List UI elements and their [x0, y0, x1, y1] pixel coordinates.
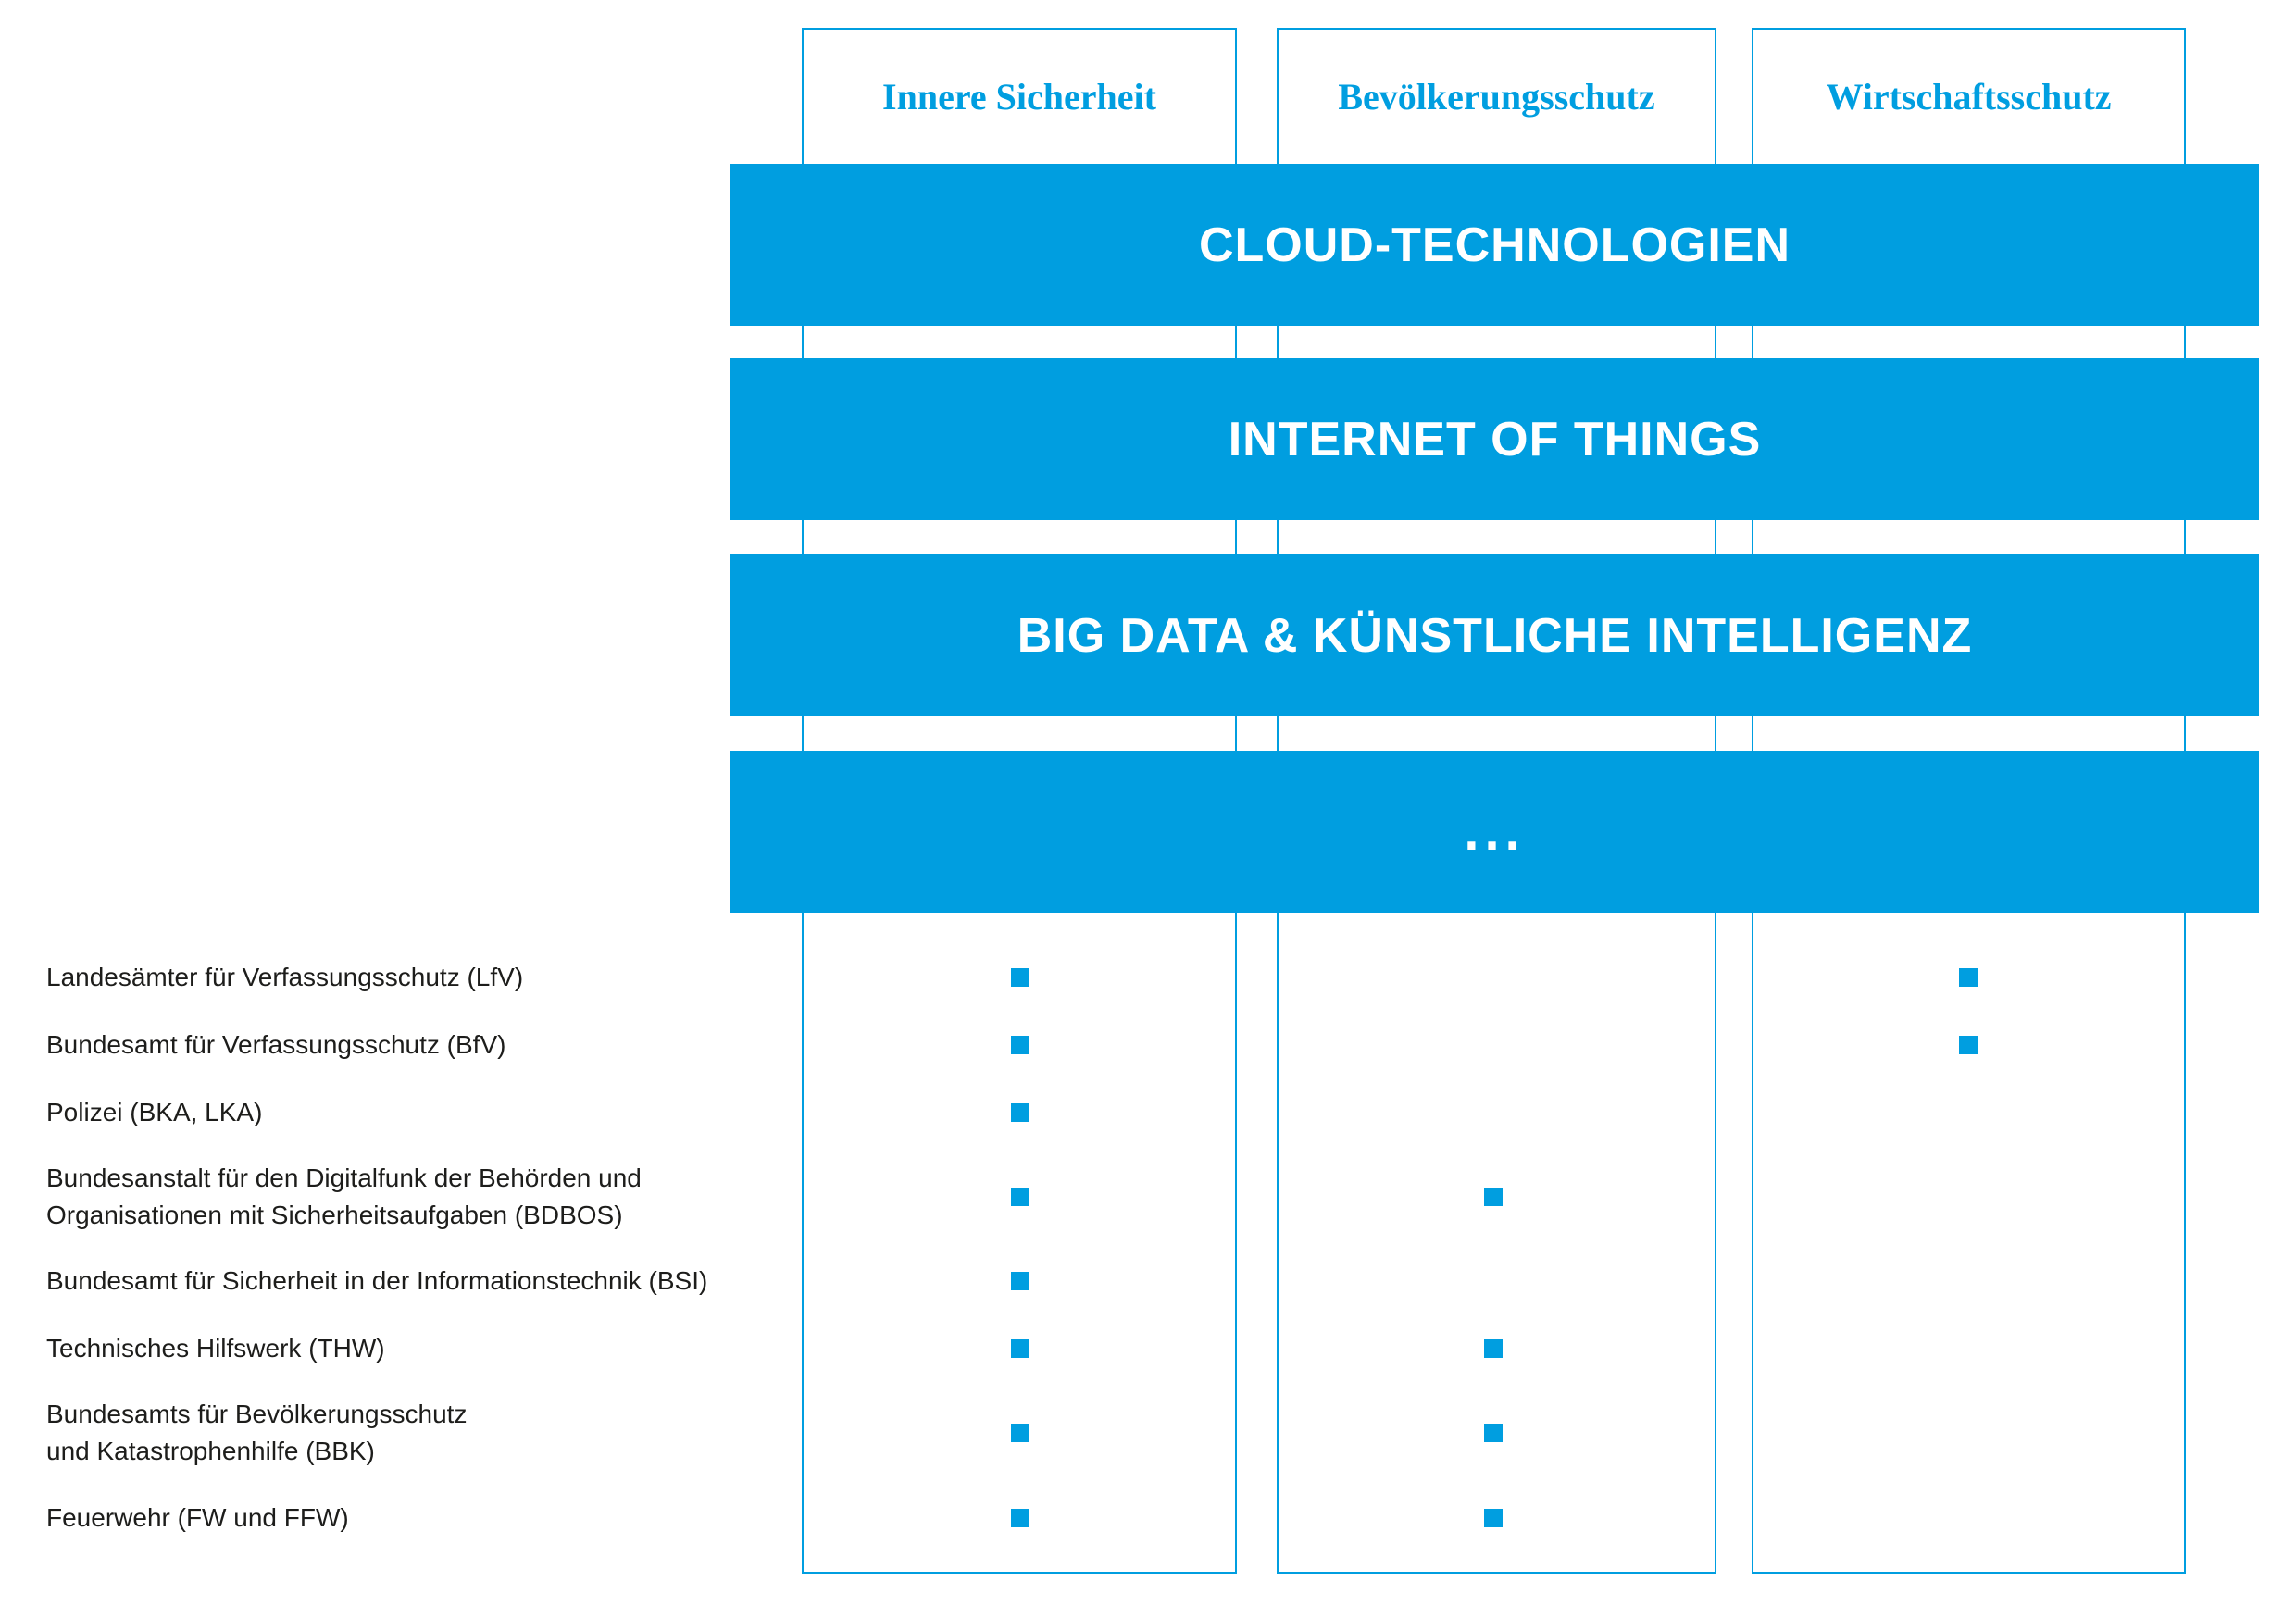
organization-label: Feuerwehr (FW und FFW) — [46, 1503, 349, 1532]
tech-bar-cloud-technologien-label: CLOUD-TECHNOLOGIEN — [1198, 218, 1791, 272]
organization-label: Bundesamts für Bevölkerungsschutz und Katastrophenhilfe (BBK) — [46, 1400, 468, 1465]
tech-bar-more-label: ... — [1464, 802, 1526, 862]
membership-marker — [1484, 1339, 1503, 1358]
membership-marker — [1011, 1509, 1029, 1527]
membership-marker — [1011, 1188, 1029, 1206]
membership-marker — [1011, 1103, 1029, 1122]
organization-label: Bundesanstalt für den Digitalfunk der Behörden und Organisationen mit Sicherheitsaufgaben (BDBOS) — [46, 1164, 642, 1229]
organization-label: Bundesamt für Sicherheit in der Informationstechnik (BSI) — [46, 1266, 708, 1295]
membership-marker — [1484, 1509, 1503, 1527]
organization-label: Landesämter für Verfassungsschutz (LfV) — [46, 963, 524, 991]
membership-marker — [1011, 1036, 1029, 1054]
membership-marker — [1011, 1272, 1029, 1290]
membership-marker — [1959, 968, 1978, 987]
column-header-wirtschaftsschutz: Wirtschaftsschutz — [1826, 75, 2112, 118]
tech-bar-internet-of-things-label: INTERNET OF THINGS — [1228, 412, 1762, 467]
membership-marker — [1484, 1188, 1503, 1206]
membership-marker — [1011, 1424, 1029, 1442]
membership-marker — [1484, 1424, 1503, 1442]
organization-label: Bundesamt für Verfassungsschutz (BfV) — [46, 1030, 506, 1059]
tech-bar-more — [730, 751, 2259, 913]
membership-marker — [1011, 1339, 1029, 1358]
column-header-innere-sicherheit: Innere Sicherheit — [882, 75, 1156, 118]
tech-bar-internet-of-things — [730, 358, 2259, 520]
column-header-bevoelkerungsschutz: Bevölkerungsschutz — [1338, 75, 1655, 118]
organization-label: Polizei (BKA, LKA) — [46, 1098, 263, 1126]
tech-bar-big-data-ki — [730, 554, 2259, 716]
membership-marker — [1959, 1036, 1978, 1054]
membership-marker — [1011, 968, 1029, 987]
tech-bar-big-data-ki-label: BIG DATA & KÜNSTLICHE INTELLIGENZ — [1017, 608, 1973, 663]
tech-bar-cloud-technologien — [730, 164, 2259, 326]
organization-label: Technisches Hilfswerk (THW) — [46, 1334, 385, 1363]
